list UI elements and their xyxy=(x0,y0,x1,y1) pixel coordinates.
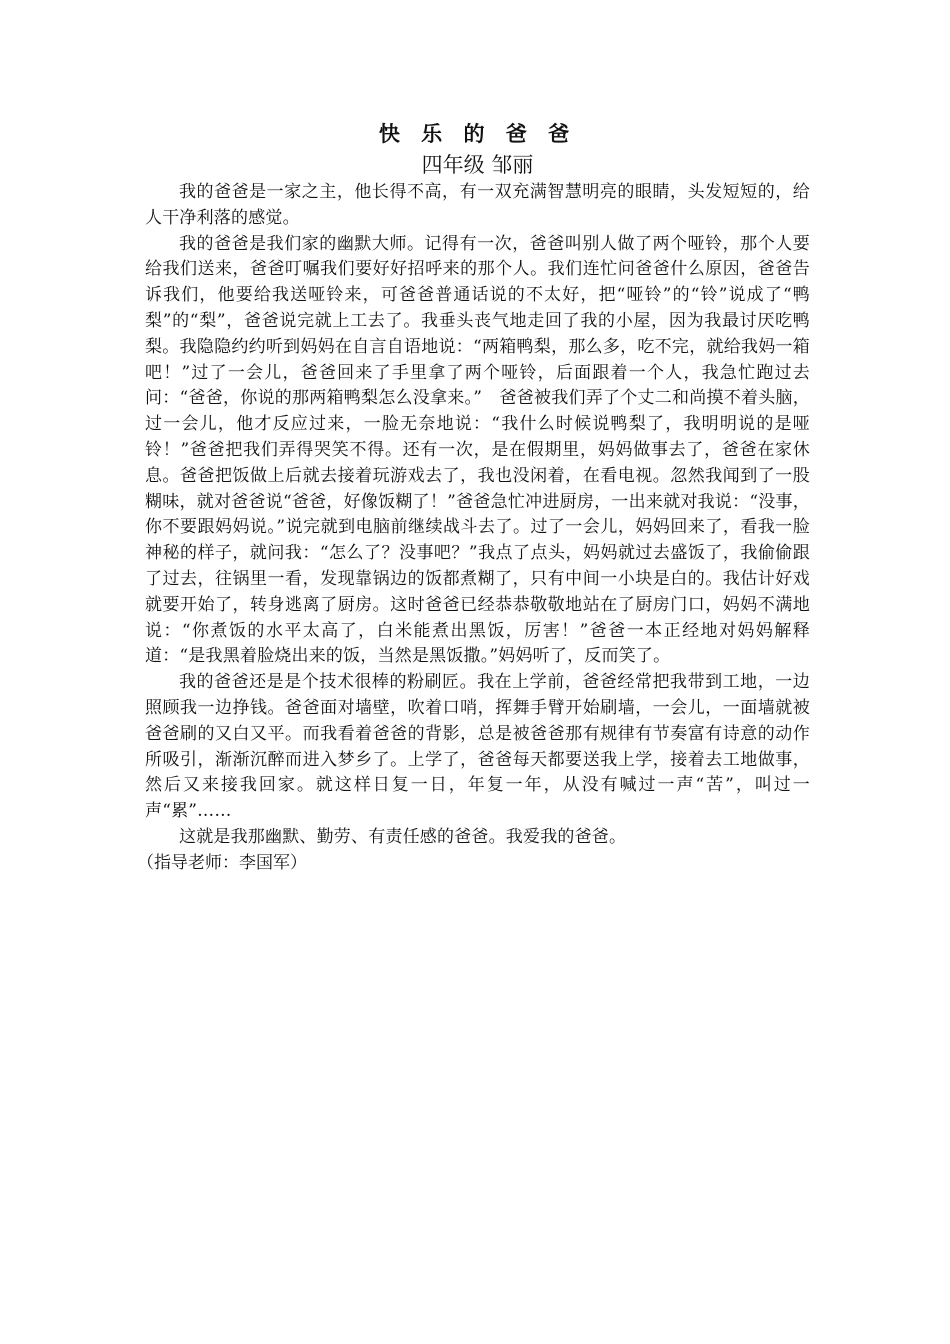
paragraph-conclusion: 这就是我那幽默、勤劳、有责任感的爸爸。我爱我的爸爸。 xyxy=(179,826,627,847)
essay-title: 快 乐 的 爸 爸 xyxy=(378,122,577,146)
document-page xyxy=(137,118,810,877)
teacher-note: （指导老师：李国军） xyxy=(137,852,307,873)
paragraph-humor: 我的爸爸是我们家的幽默大师。记得有一次，爸爸叫别人做了两个哑铃，那个人要给我们送来，爸爸叮嘱我们要好好招呼来的那个人。我们连忙问爸爸什么原因，爸爸告诉我们，他要给我送哑铃来，可爸爸普通话说的不太好，把“哑铃”的“铃”说成了“鸭梨”的“梨”，爸爸说完就上工去了。我垂头丧气地走回了我的小屋，因为我最讨厌吃鸭梨。我隐隐约约听到妈妈在自言自语地说：“两箱鸭梨，那么多，吃不完，就给我妈一箱吧！”过了一会儿，爸爸回来了手里拿了两个哑铃，后面跟着一个人，我急忙跑过去问：“爸爸，你说的那两箱鸭梨怎么没拿来。” 爸爸被我们弄了个丈二和尚摸不着头脑，过一会儿，他才反应过来，一脸无奈地说：“我什么时候说鸭梨了，我明明说的是哑铃！”爸爸把我们弄得哭笑不得。还有一次，是在假期里，妈妈做事去了，爸爸在家休息。爸爸把饭做上后就去接着玩游戏去了，我也没闲着，在看电视。忽然我闻到了一股糊味，就对爸爸说“爸爸，好像饭糊了！”爸爸急忙冲进厨房，一出来就对我说：“没事，你不要跟妈妈说。”说完就到电脑前继续战斗去了。过了一会儿，妈妈回来了，看我一脸神秘的样子，就问我：“怎么了？没事吧？”我点了点头，妈妈就过去盛饭了，我偷偷跟了过去，往锅里一看，发现靠锅边的饭都煮糊了，只有中间一小块是白的。我估计好戏就要开始了，转身逃离了厨房。这时爸爸已经恭恭敬敬地站在了厨房门口，妈妈不满地说：“你煮饭的水平太高了，白米能煮出黑饭，厉害！”爸爸一本正经地对妈妈解释道：“是我黑着脸烧出来的饭，当然是黑饭撒。”妈妈听了，反而笑了。 xyxy=(145,233,810,667)
paragraph-painter: 我的爸爸还是是个技术很棒的粉刷匠。我在上学前，爸爸经常把我带到工地，一边照顾我一边挣钱。爸爸面对墙壁，吹着口哨，挥舞手臂开始刷墙，一会儿，一面墙就被爸爸刷的又白又平。而我看着爸爸的背影，总是被爸爸那有规律有节奏富有诗意的动作所吸引，渐渐沉醉而进入梦乡了。上学了，爸爸每天都要送我上学，接着去工地做事，然后又来接我回家。就这样日复一日，年复一年，从没有喊过一声“苦”，叫过一声“累”…… xyxy=(145,672,810,822)
paragraph-intro: 我的爸爸是一家之主，他长得不高，有一双充满智慧明亮的眼睛，头发短短的，给人干净利落的感觉。 xyxy=(145,182,810,228)
author-line: 四年级 邹丽 xyxy=(421,153,534,177)
